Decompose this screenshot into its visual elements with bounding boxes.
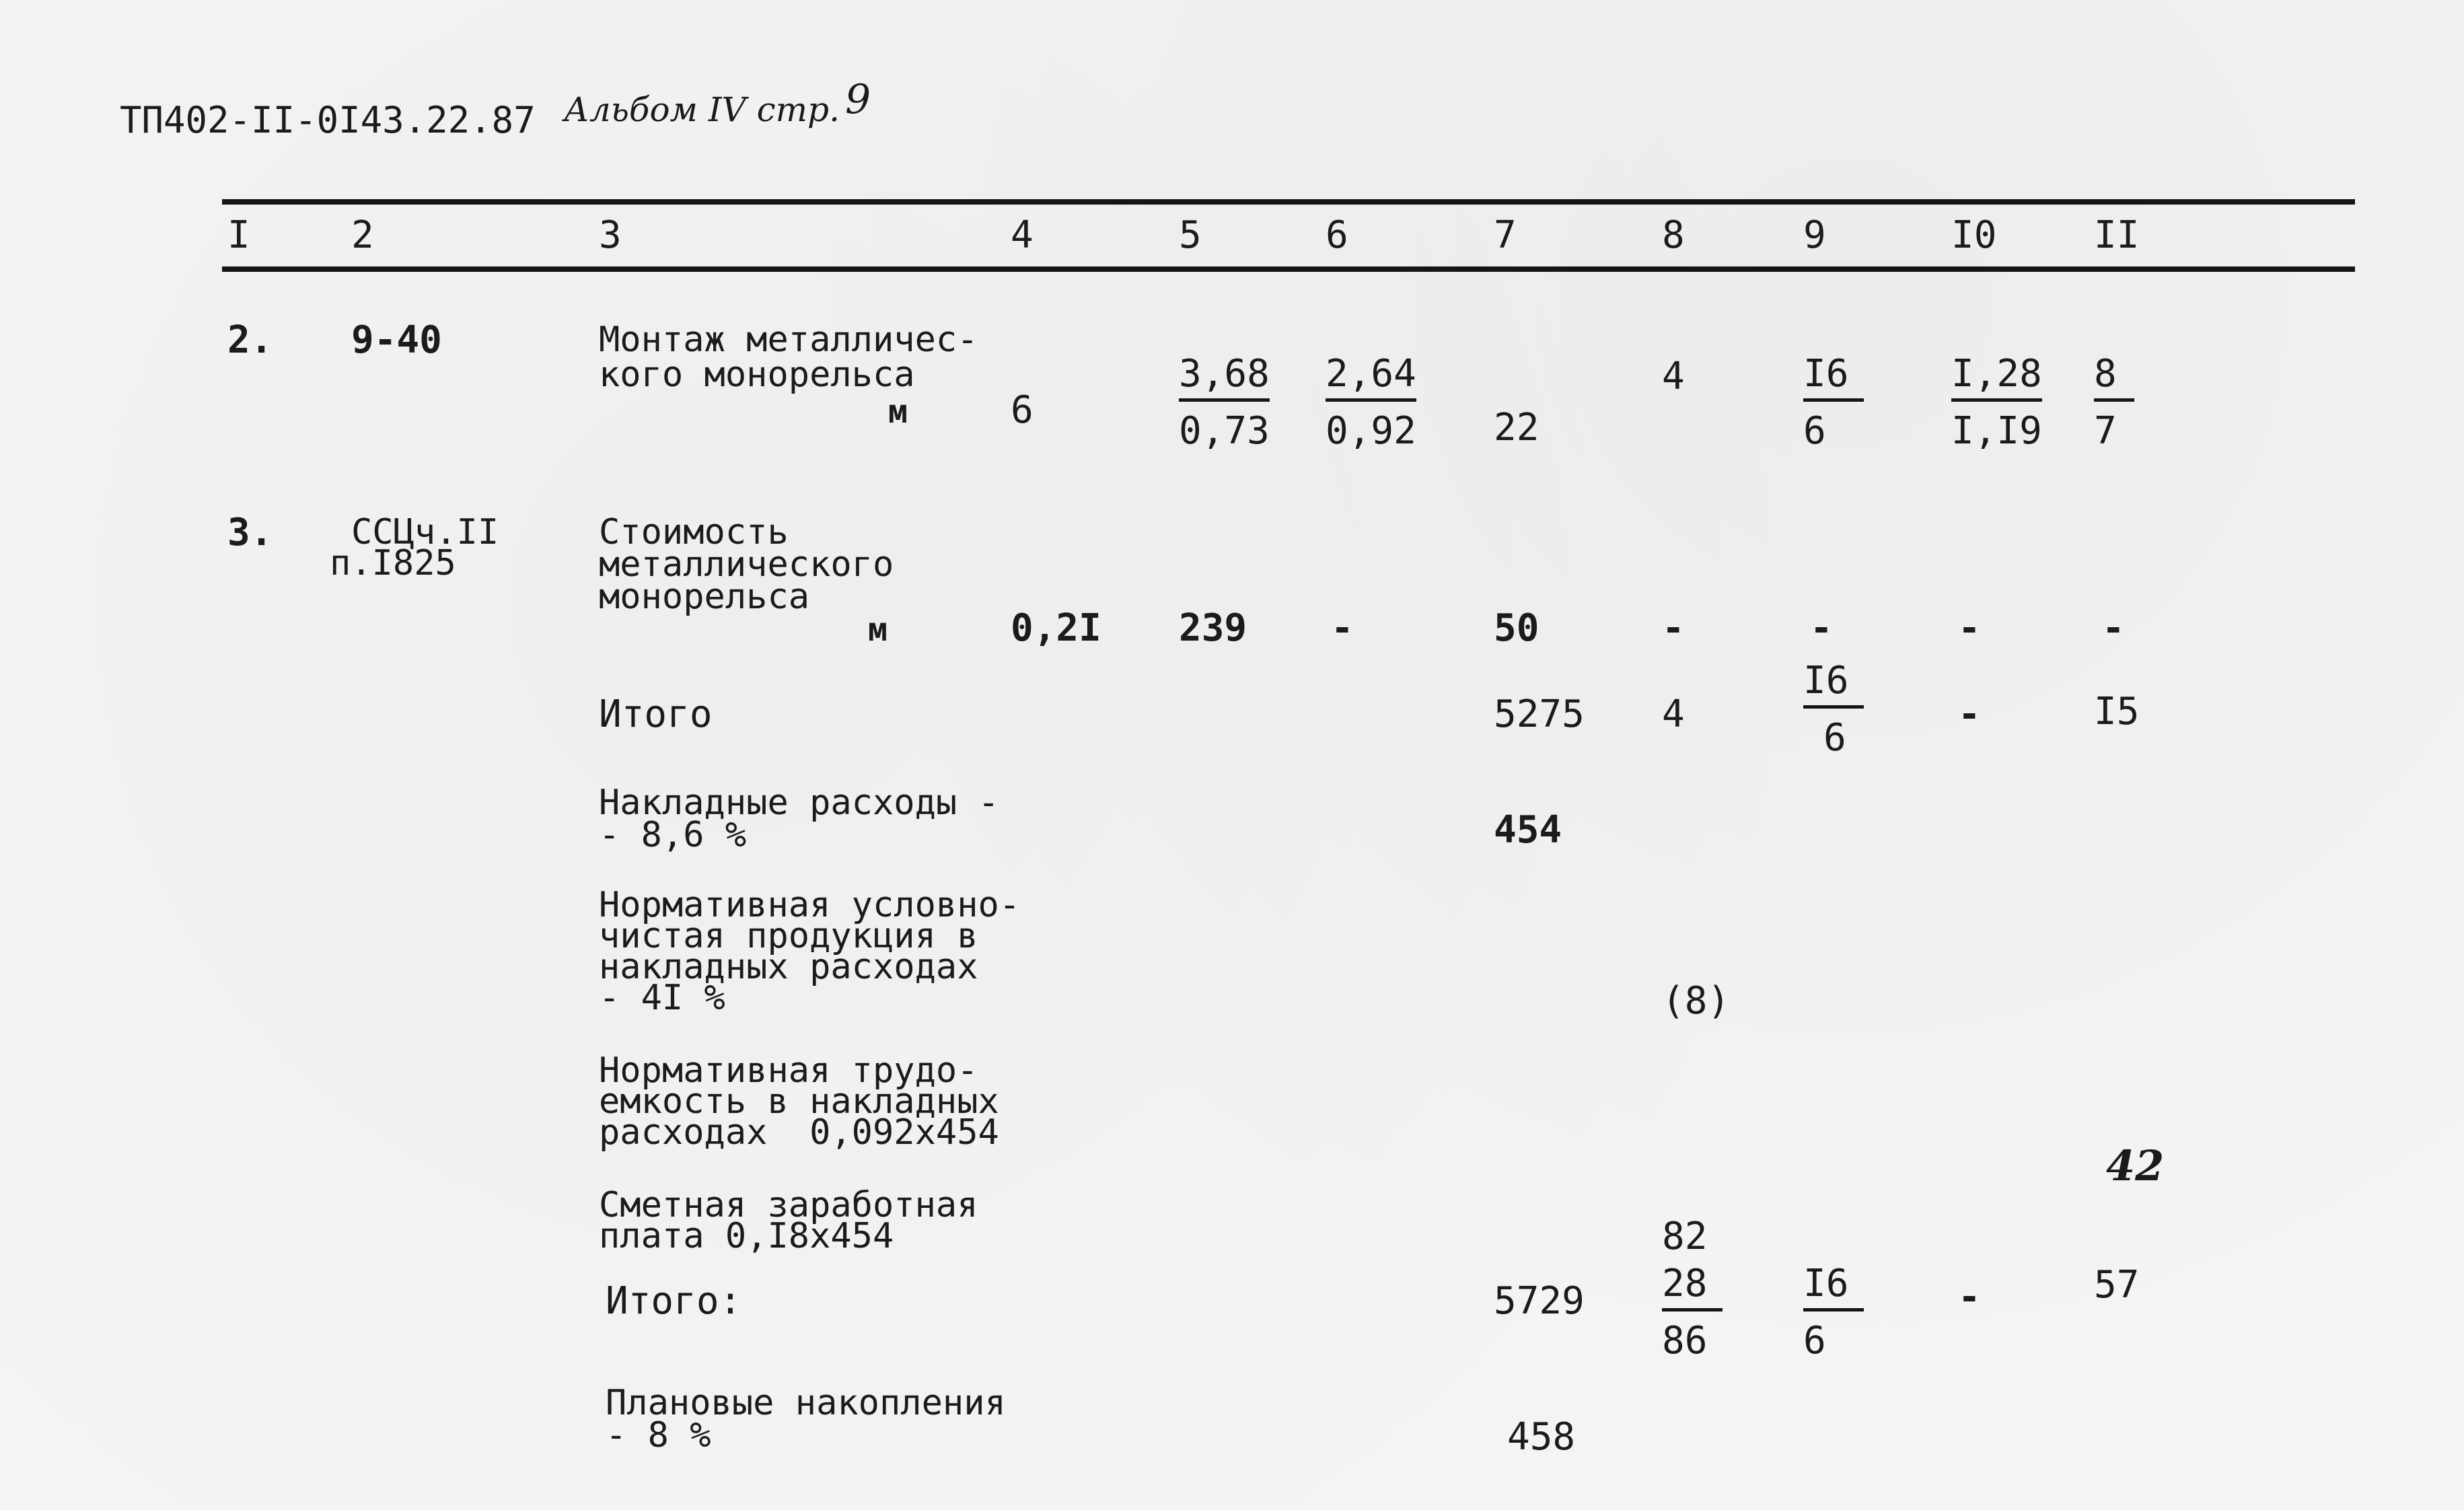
row-2-col10 bbox=[1951, 352, 2042, 453]
row-2-col8: 4 bbox=[1662, 355, 1685, 398]
normative-labor-line-1: Нормативная трудо- bbox=[599, 1050, 978, 1091]
row-2-desc-line-2: кого монорельса bbox=[599, 355, 915, 395]
normative-labor-line-3: расходах 0,092x454 bbox=[599, 1112, 999, 1153]
row-2-unit: м bbox=[888, 393, 908, 431]
normative-product-line-2: чистая продукция в bbox=[599, 916, 978, 956]
subtotal-label: Итого bbox=[599, 692, 713, 736]
total-col9 bbox=[1803, 1262, 1864, 1363]
subtotal-col7: 5275 bbox=[1494, 692, 1585, 736]
row-2-col11-bottom: 7 bbox=[2094, 409, 2117, 453]
col-header-8: 8 bbox=[1662, 213, 1685, 257]
subtotal-col9-bottom: 6 bbox=[1823, 716, 1846, 760]
row-3-code-line-1: ССЦч.II bbox=[351, 512, 499, 552]
normative-product-line-4: - 4I % bbox=[599, 978, 725, 1018]
row-3-col9: - bbox=[1810, 606, 1833, 650]
row-2-number: 2. bbox=[227, 318, 273, 362]
col-header-6: 6 bbox=[1326, 213, 1348, 257]
row-3-col10: - bbox=[1958, 606, 1981, 650]
normative-product-line-3: накладных расходах bbox=[599, 947, 978, 987]
row-2-col5-bottom: 0,73 bbox=[1179, 409, 1270, 453]
total-col9-bottom: 6 bbox=[1803, 1319, 1826, 1363]
album-note: Альбом IV стр. bbox=[564, 90, 840, 129]
row-3-number: 3. bbox=[227, 511, 273, 554]
row-2-code: 9-40 bbox=[351, 318, 442, 362]
total-col7: 5729 bbox=[1494, 1279, 1585, 1323]
row-2-col6-bottom: 0,92 bbox=[1326, 409, 1416, 453]
row-3-desc-line-1: Стоимость bbox=[599, 512, 789, 552]
planned-savings-line-1: Плановые накопления bbox=[606, 1383, 1006, 1423]
col-header-5: 5 bbox=[1179, 213, 1202, 257]
row-2-desc-line-1: Монтаж металличес- bbox=[599, 320, 978, 360]
normative-labor-line-2: емкость в накладных bbox=[599, 1081, 999, 1122]
normative-product-line-1: Нормативная условно- bbox=[599, 885, 1021, 925]
row-3-desc-line-2: металлического bbox=[599, 544, 894, 585]
row-2-col9-top: I6 bbox=[1803, 355, 1864, 402]
row-3-col11: - bbox=[2102, 606, 2125, 650]
subtotal-col8: 4 bbox=[1662, 692, 1685, 736]
total-col10: - bbox=[1958, 1275, 1981, 1319]
subtotal-col9 bbox=[1803, 659, 1864, 760]
overhead-label-line-2: - 8,6 % bbox=[599, 815, 747, 855]
col-header-10: I0 bbox=[1951, 213, 1997, 257]
col-header-7: 7 bbox=[1494, 213, 1517, 257]
wages-line-2: плата 0,I8x454 bbox=[599, 1216, 894, 1256]
total-col8-bottom: 86 bbox=[1662, 1319, 1708, 1363]
subtotal-col10: - bbox=[1958, 692, 1981, 736]
row-2-col6 bbox=[1326, 352, 1416, 453]
planned-savings-col7: 458 bbox=[1507, 1415, 1576, 1459]
document-code: ТП402-II-0I43.22.87 bbox=[120, 99, 536, 141]
row-3-col7: 50 bbox=[1494, 606, 1539, 650]
subtotal-col9-top: I6 bbox=[1803, 662, 1864, 709]
col-header-9: 9 bbox=[1803, 213, 1826, 257]
table-header-rule bbox=[222, 266, 2355, 272]
total-col11: 57 bbox=[2094, 1263, 2140, 1307]
row-2-col5 bbox=[1179, 352, 1270, 453]
row-2-col9-bottom: 6 bbox=[1803, 409, 1826, 453]
wages-col8: 82 bbox=[1662, 1215, 1708, 1258]
row-2-qty: 6 bbox=[1011, 388, 1034, 432]
row-2-col10-bottom: I,I9 bbox=[1951, 409, 2042, 453]
col-header-4: 4 bbox=[1011, 213, 1034, 257]
normative-labor-col11: 42 bbox=[2106, 1141, 2165, 1190]
row-2-col10-top: I,28 bbox=[1951, 355, 2042, 402]
row-3-col6: - bbox=[1331, 606, 1354, 650]
row-3-col5: 239 bbox=[1179, 606, 1247, 650]
row-2-col6-top: 2,64 bbox=[1326, 355, 1416, 402]
row-2-col7: 22 bbox=[1494, 406, 1539, 450]
row-3-col8: - bbox=[1662, 606, 1685, 650]
page-number: 9 bbox=[845, 76, 871, 123]
row-2-col11 bbox=[2094, 352, 2134, 453]
overhead-label-line-1: Накладные расходы - bbox=[599, 783, 999, 823]
col-header-1: I bbox=[227, 213, 250, 257]
col-header-3: 3 bbox=[599, 213, 622, 257]
total-label: Итого: bbox=[606, 1279, 742, 1323]
wages-line-1: Сметная заработная bbox=[599, 1185, 978, 1225]
col-header-2: 2 bbox=[351, 213, 374, 257]
row-2-col9 bbox=[1803, 352, 1864, 453]
row-2-col5-top: 3,68 bbox=[1179, 355, 1270, 402]
total-col9-top: I6 bbox=[1803, 1265, 1864, 1311]
col-header-11: II bbox=[2094, 213, 2140, 257]
planned-savings-line-2: - 8 % bbox=[606, 1415, 711, 1455]
subtotal-col11: I5 bbox=[2094, 690, 2140, 733]
row-3-unit: м bbox=[868, 611, 887, 649]
row-3-code-line-2: п.I825 bbox=[330, 543, 456, 583]
row-3-desc-line-3: монорельса bbox=[599, 577, 810, 617]
total-col8 bbox=[1662, 1262, 1723, 1363]
normative-product-col8: (8) bbox=[1662, 979, 1731, 1023]
row-3-qty: 0,2I bbox=[1011, 606, 1101, 650]
overhead-col7: 454 bbox=[1494, 808, 1562, 852]
total-col8-top: 28 bbox=[1662, 1265, 1723, 1311]
table-top-rule bbox=[222, 199, 2355, 205]
row-2-col11-top: 8 bbox=[2094, 355, 2134, 402]
